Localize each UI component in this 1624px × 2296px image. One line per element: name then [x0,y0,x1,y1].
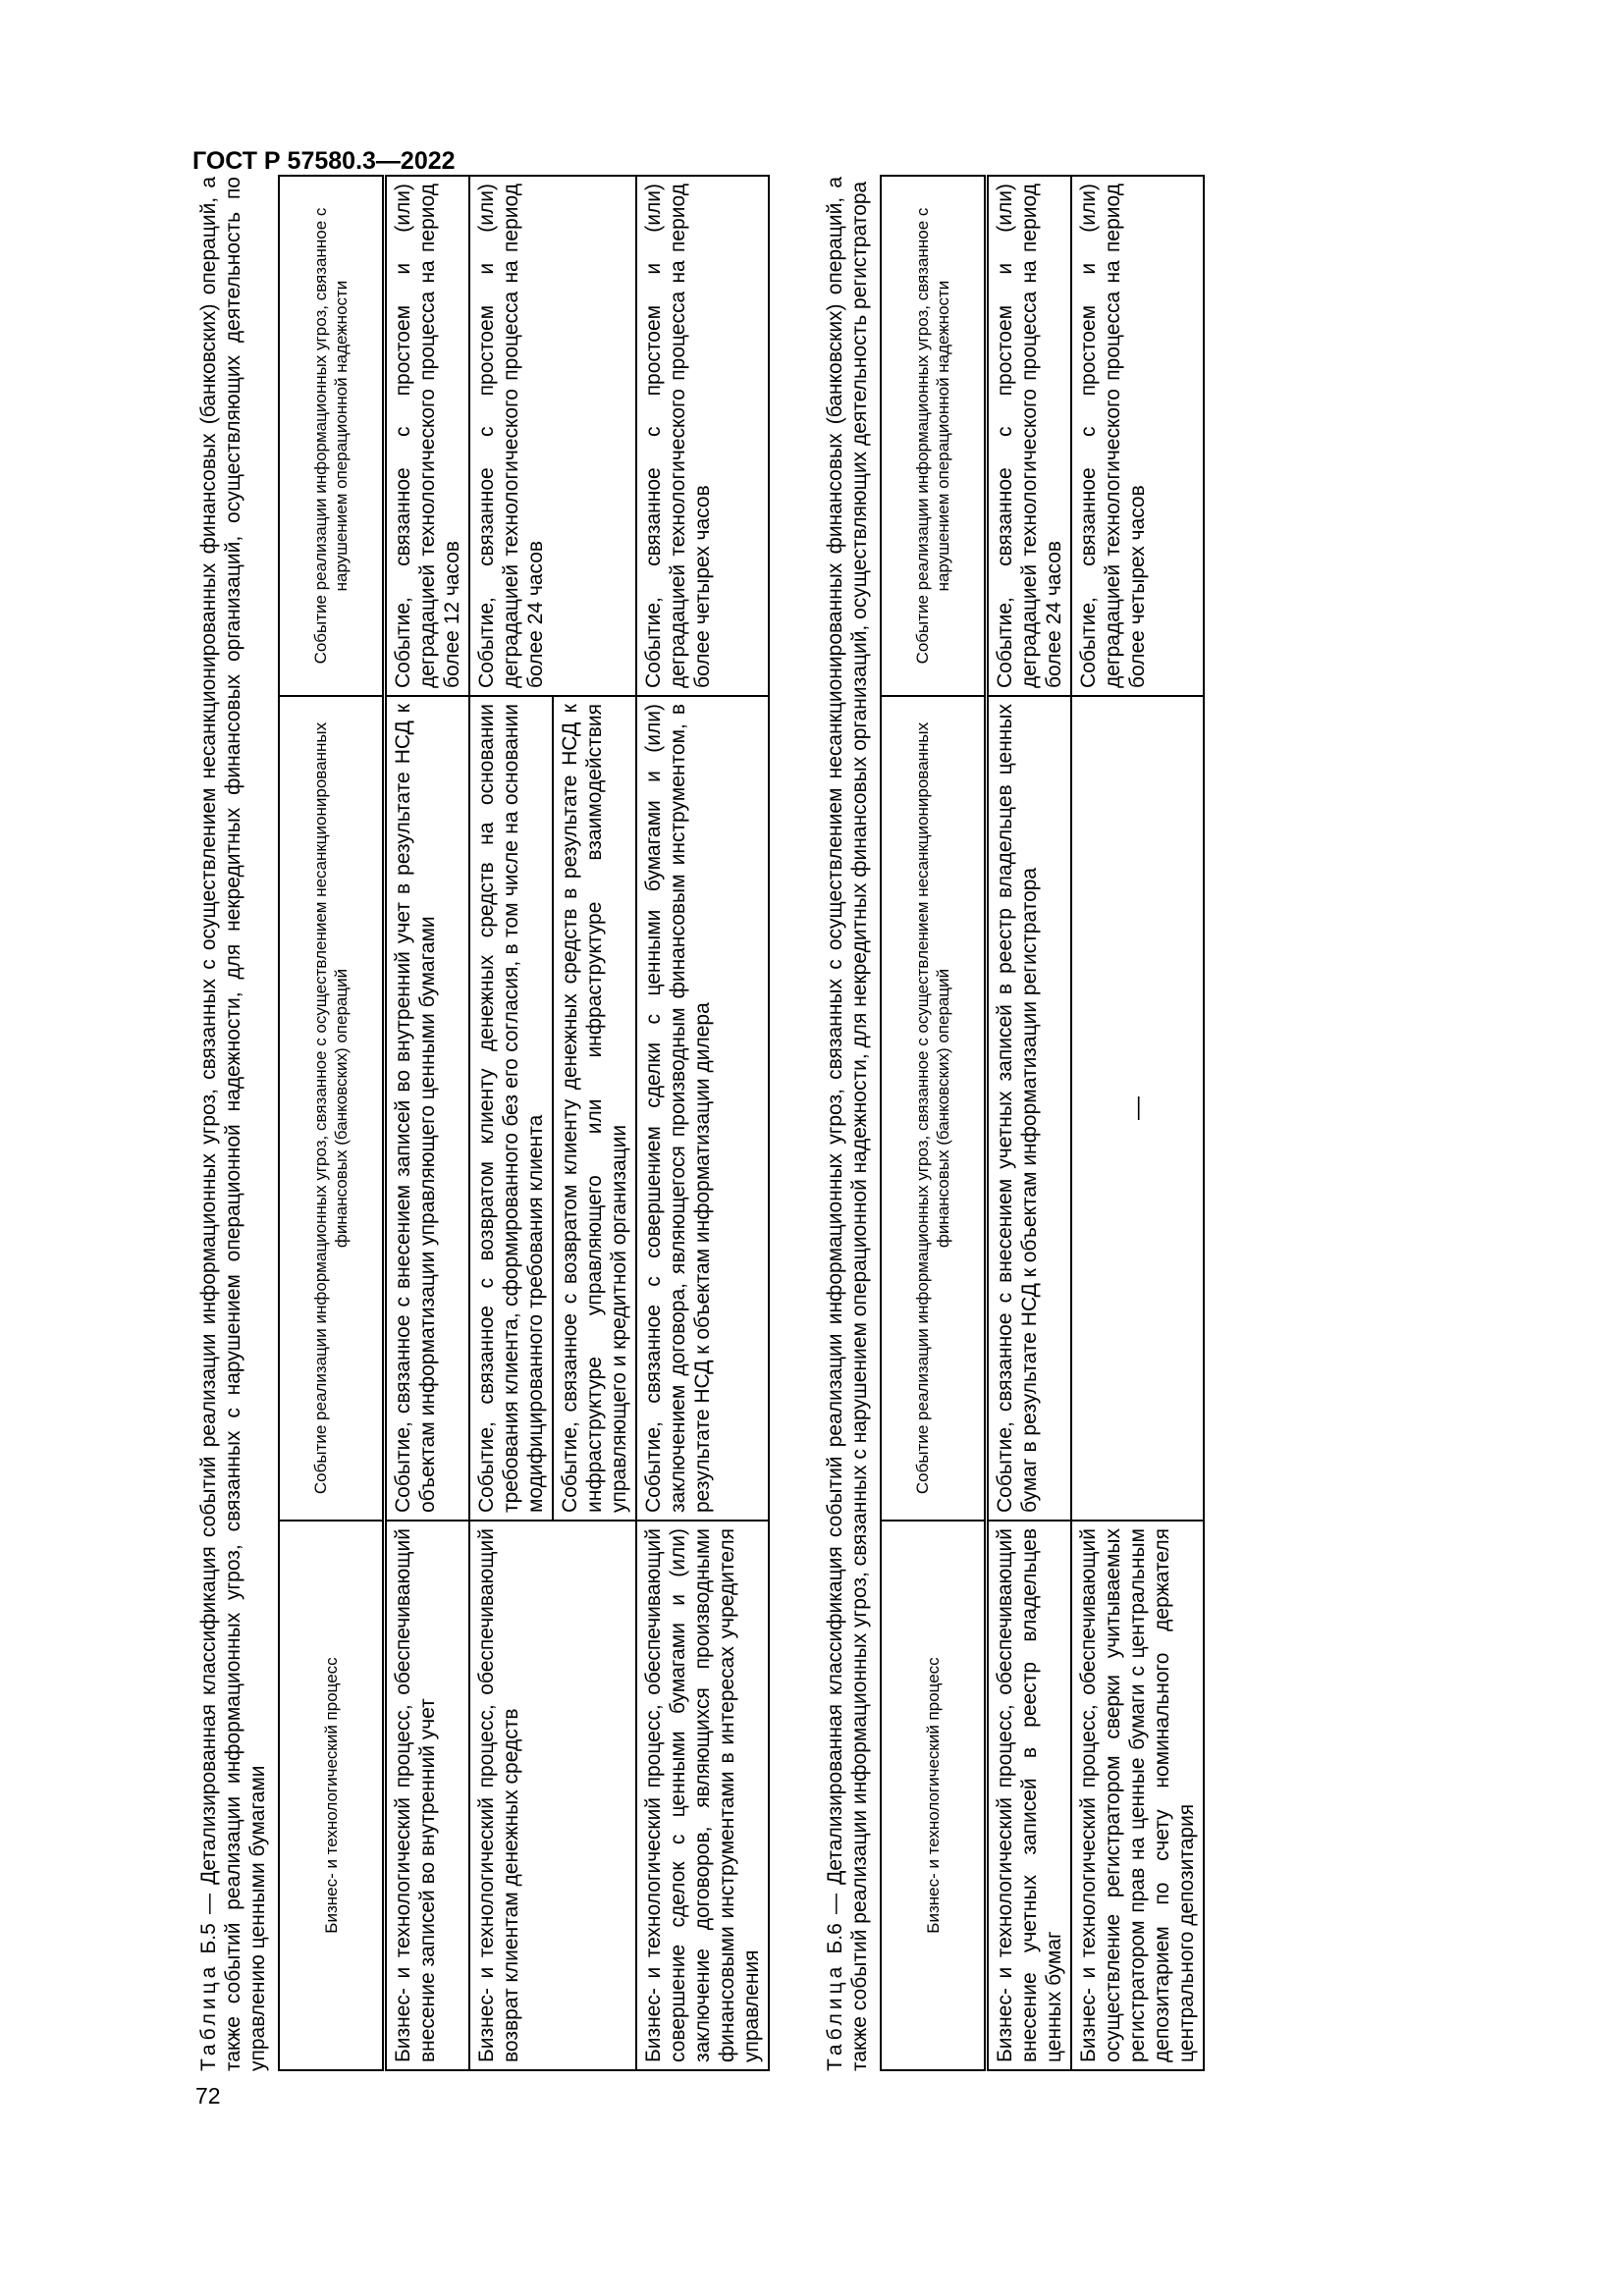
cell-process: Бизнес- и технологический процесс, обеспечивающий внесение записей во внутренний учет [385,1521,470,2070]
cell-unauthorized: Событие, связанное с внесением учетных записей в реестр владельцев ценных бумаг в результате НСД к объектам информатизации регистратора [987,696,1072,1521]
cell-reliability: Событие, связанное с простоем и (или) деградацией технологического процесса на период более четырех часов [1071,176,1204,696]
cell-unauthorized: Событие, связанное с внесением записей во внутренний учет в результате НСД к объектам информатизации управляющего ценными бумагами [385,696,470,1521]
cell-reliability: Событие, связанное с простоем и (или) деградацией технологического процесса на период более 24 часов [469,176,636,696]
table-header-row [881,176,987,2070]
cell-reliability: Событие, связанное с простоем и (или) деградацией технологического процесса на период более 24 часов [987,176,1072,696]
cell-process: Бизнес- и технологический процесс, обеспечивающий совершение сделок с ценными бумагами и (или) заключение договоров, являющихся производными финансовыми инструментами в интересах учредителя управления [636,1521,769,2070]
header-process: Бизнес- и технологический процесс [279,1521,385,2070]
rotated-page-content [196,177,1561,2071]
cell-reliability: Событие, связанное с простоем и (или) деградацией технологического процесса на период более четырех часов [636,176,769,696]
table-row [987,176,1072,2070]
cell-process: Бизнес- и технологический процесс, обеспечивающий возврат клиентам денежных средств [469,1521,636,2070]
table-header-row [279,176,385,2070]
document-standard-header: ГОСТ Р 57580.3—2022 [192,147,456,175]
table-row [636,176,769,2070]
cell-unauthorized: Событие, связанное с возвратом клиенту денежных средств в результате НСД к инфраструктуре управляющего или инфраструктуре взаимодействия управляющего и кредитной организации [553,696,636,1521]
table-b5 [278,175,770,2071]
cell-process: Бизнес- и технологический процесс, обеспечивающий внесение учетных записей в реестр владельцев ценных бумаг [987,1521,1072,2070]
cell-unauthorized: Событие, связанное с возвратом клиенту денежных средств на основании требования клиента, сформированного без его согласия, в том числе на основании модифицированного требования клиента [469,696,553,1521]
table-row [1071,176,1204,2070]
table-b5-caption [196,177,270,2071]
table-row [385,176,470,2070]
caption-label: Таблица [197,1962,220,2071]
cell-process: Бизнес- и технологический процесс, обеспечивающий осуществление регистратором сверки учитываемых регистратором прав на ценные бумаги с центральным депозитарием по счету номинального держателя центрального депозитария [1071,1521,1204,2070]
caption-label: Таблица [824,1962,846,2071]
table-b6-caption [823,177,872,2071]
header-unauthorized-operations: Событие реализации информационных угроз, связанное с осуществлением несанкционированных финансовых (банковских) операций [279,696,385,1521]
header-operational-reliability: Событие реализации информационных угроз, связанное с нарушением операционной надежности [881,176,987,696]
header-operational-reliability: Событие реализации информационных угроз, связанное с нарушением операционной надежности [279,176,385,696]
header-process: Бизнес- и технологический процесс [881,1521,987,2070]
header-unauthorized-operations: Событие реализации информационных угроз, связанное с осуществлением несанкционированных финансовых (банковских) операций [881,696,987,1521]
cell-unauthorized-dash: — [1071,696,1204,1521]
caption-text: Б.5 — Детализированная классификация событий реализации информационных угроз, связанных с осуществлением несанкционированных финансовых (банковских) операций, а также событий реализации информационных угроз, связанных с нарушением операционной надежности, для некредитных финансовых организаций, осуществляющих деятельность по управлению ценными бумагами [197,177,269,2071]
cell-reliability: Событие, связанное с простоем и (или) деградацией технологического процесса на период более 12 часов [385,176,470,696]
caption-text: Б.6 — Детализированная классификация событий реализации информационных угроз, связанных с осуществлением несанкционированных финансовых (банковских) операций, а также событий реализации информационных угроз, связанных с нарушением операционной надежности, для некредитных финансовых организаций, осуществляющих деятельность регистратора [824,177,871,2071]
table-b6 [880,175,1205,2071]
table-row [469,176,553,2070]
page-number: 72 [195,2083,221,2109]
cell-unauthorized: Событие, связанное с совершением сделки с ценными бумагами и (или) заключением договора, являющегося производным финансовым инструментом, в результате НСД к объектам информатизации дилера [636,696,769,1521]
